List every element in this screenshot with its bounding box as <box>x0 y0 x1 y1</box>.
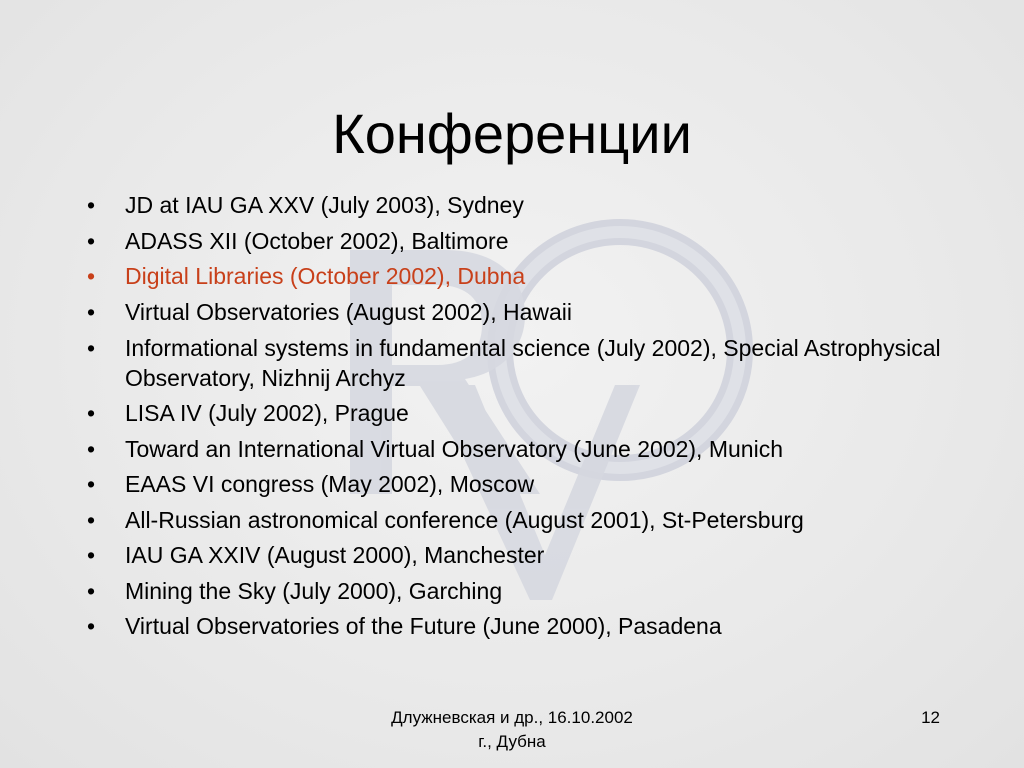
list-item <box>85 226 965 256</box>
footer-line: Длужневская и др., 16.10.2002 <box>391 708 633 727</box>
list-item <box>85 505 965 535</box>
bullet: • <box>87 471 96 497</box>
list-item <box>85 576 965 606</box>
list-item <box>85 540 965 570</box>
list-item <box>85 333 965 393</box>
list-item <box>85 398 965 428</box>
list-item-text: Mining the Sky (July 2000), Garching <box>125 577 503 604</box>
page-number: 12 <box>921 708 940 727</box>
list-item <box>85 190 965 220</box>
bullet: • <box>87 227 96 254</box>
list-item-text: Virtual Observatories of the Future (June 2000), Pasadena <box>125 613 722 639</box>
list-item-text: LISA IV (July 2002), Prague <box>125 400 409 426</box>
list-item-text: Virtual Observatories (August 2002), Hawaii <box>125 298 573 325</box>
bullet: • <box>87 192 96 218</box>
list-item-text: All-Russian astronomical conference (August 2001), St-Petersburg <box>125 506 804 533</box>
list-item-text: IAU GA XXIV (August 2000), Manchester <box>125 542 545 568</box>
footer-author-date <box>362 706 662 754</box>
slide-title: Конференции <box>332 102 692 165</box>
list-item <box>85 611 965 641</box>
list-item <box>85 297 965 327</box>
footer-line: г., Дубна <box>478 732 546 751</box>
list-item-text: Digital Libraries (October 2002), Dubna <box>125 263 526 289</box>
bullet: • <box>87 298 96 325</box>
bullet: • <box>87 263 96 289</box>
bullet: • <box>87 334 96 361</box>
list-item-text: JD at IAU GA XXV (July 2003), Sydney <box>125 192 524 218</box>
bullet: • <box>87 613 96 639</box>
bullet: • <box>87 506 96 533</box>
list-item-text: Informational systems in fundamental science (July 2002), Special Astrophysical Observatory, Nizhnij Archyz <box>125 334 941 391</box>
list-item <box>85 469 965 499</box>
list-item-text: EAAS VI congress (May 2002), Moscow <box>125 471 535 497</box>
list-item <box>85 434 965 464</box>
bullet: • <box>87 400 96 426</box>
bullet: • <box>87 577 96 604</box>
list-item-text: ADASS XII (October 2002), Baltimore <box>125 227 509 254</box>
list-item-highlighted <box>85 261 965 291</box>
list-item-text: Toward an International Virtual Observatory (June 2002), Munich <box>125 435 783 462</box>
bullet: • <box>87 542 96 568</box>
bullet: • <box>87 435 96 462</box>
conference-list <box>85 190 965 647</box>
